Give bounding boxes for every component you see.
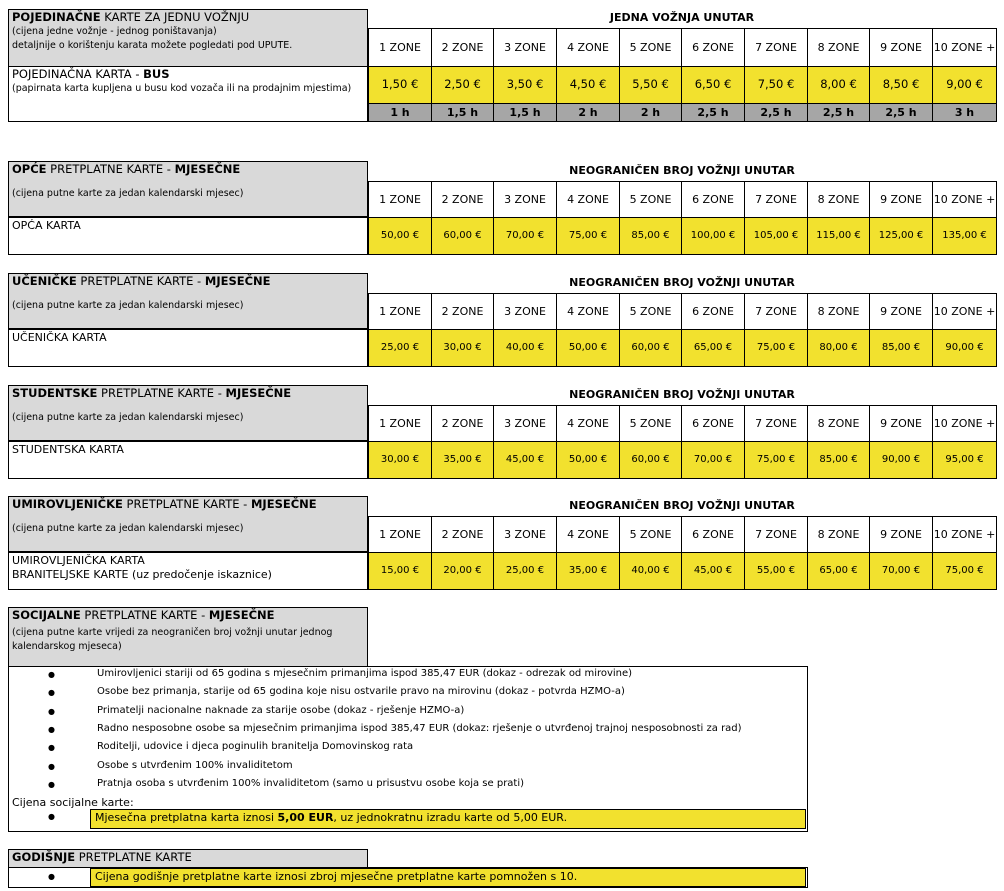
pupils-price-4: 50,00 €: [556, 329, 620, 367]
social-item: Pratnja osoba s utvrđenim 100% invaliditetom (samo u prisustvu osobe koja se prati): [97, 777, 525, 789]
pupils-zone-header-3: 3 ZONE: [493, 293, 557, 330]
pensioners-price-8: 65,00 €: [807, 552, 870, 590]
general-price-5: 85,00 €: [619, 217, 682, 255]
social-item-bullet: ●: [48, 724, 55, 734]
students-price-1: 30,00 €: [368, 441, 432, 479]
social-item-bullet: ●: [48, 779, 55, 789]
students-zone-header-6: 6 ZONE: [681, 405, 745, 442]
pupils-title: UČENIČKE PRETPLATNE KARTE - MJESEČNE: [12, 274, 271, 288]
pensioners-zone-header-8: 8 ZONE: [807, 516, 870, 553]
pupils-zone-header-5: 5 ZONE: [619, 293, 682, 330]
single-zone-header-5: 5 ZONE: [619, 28, 682, 67]
social-item: Umirovljenici stariji od 65 godina s mjesečnim primanjima ispod 385,47 EUR (dokaz - odrezak od mirovine): [97, 668, 633, 679]
students-price-10: 95,00 €: [932, 441, 997, 479]
pupils-row-label-cell: [8, 329, 368, 367]
students-price-4: 50,00 €: [556, 441, 620, 479]
pensioners-row-label-cell: [8, 552, 368, 590]
pupils-price-1: 25,00 €: [368, 329, 432, 367]
general-price-8: 115,00 €: [807, 217, 870, 255]
general-title-cell: [8, 161, 368, 217]
general-price-6: 100,00 €: [681, 217, 745, 255]
pupils-price-7: 75,00 €: [744, 329, 808, 367]
pensioners-price-1: 15,00 €: [368, 552, 432, 590]
yearly-title: GODIŠNJE PRETPLATNE KARTE: [12, 850, 192, 864]
general-zone-header-1: 1 ZONE: [368, 181, 432, 218]
single-duration-9: 2,5 h: [869, 103, 933, 122]
single-duration-8: 2,5 h: [807, 103, 870, 122]
pensioners-zone-header-4: 4 ZONE: [556, 516, 620, 553]
students-zone-header-1: 1 ZONE: [368, 405, 432, 442]
pupils-heading: NEOGRANIČEN BROJ VOŽNJI UNUTAR: [569, 276, 795, 289]
general-subtitle: (cijena putne karte za jedan kalendarski mjesec): [12, 187, 244, 199]
pensioners-price-2: 20,00 €: [431, 552, 494, 590]
pupils-price-3: 40,00 €: [493, 329, 557, 367]
students-price-2: 35,00 €: [431, 441, 494, 479]
social-item-bullet: ●: [48, 688, 55, 698]
pupils-price-2: 30,00 €: [431, 329, 494, 367]
social-subtitle: (cijena putne karte vrijedi za neograničen broj vožnji unutar jednog kalendarskog mjeseca): [12, 626, 333, 652]
general-price-10: 135,00 €: [932, 217, 997, 255]
single-row-label: POJEDINAČNA KARTA - BUS: [12, 67, 170, 81]
general-price-7: 105,00 €: [744, 217, 808, 255]
pupils-zone-header-2: 2 ZONE: [431, 293, 494, 330]
pensioners-zone-header-7: 7 ZONE: [744, 516, 808, 553]
single-price-2: 2,50 €: [431, 66, 494, 104]
pensioners-price-3: 25,00 €: [493, 552, 557, 590]
general-zone-header-10: 10 ZONE +: [932, 181, 997, 218]
students-zone-header-5: 5 ZONE: [619, 405, 682, 442]
students-zone-header-9: 9 ZONE: [869, 405, 933, 442]
pupils-subtitle: (cijena putne karte za jedan kalendarski mjesec): [12, 299, 244, 311]
general-zone-header-3: 3 ZONE: [493, 181, 557, 218]
social-item-bullet: ●: [48, 743, 55, 753]
pupils-zone-header-1: 1 ZONE: [368, 293, 432, 330]
pupils-price-6: 65,00 €: [681, 329, 745, 367]
social-item-bullet: ●: [48, 670, 55, 679]
single-duration-2: 1,5 h: [431, 103, 494, 122]
social-item: Osobe s utvrđenim 100% invaliditetom: [97, 759, 293, 771]
single-price-4: 4,50 €: [556, 66, 620, 104]
pensioners-title: UMIROVLJENIČKE PRETPLATNE KARTE - MJESEČNE: [12, 497, 317, 511]
pupils-zone-header-10: 10 ZONE +: [932, 293, 997, 330]
pupils-price-5: 60,00 €: [619, 329, 682, 367]
single-price-5: 5,50 €: [619, 66, 682, 104]
single-price-6: 6,50 €: [681, 66, 745, 104]
students-zone-header-2: 2 ZONE: [431, 405, 494, 442]
general-row-label: OPĆA KARTA: [12, 219, 81, 232]
general-price-3: 70,00 €: [493, 217, 557, 255]
general-zone-header-9: 9 ZONE: [869, 181, 933, 218]
single-row-sub: (papirnata karta kupljena u busu kod vozača ili na prodajnim mjestima): [12, 82, 352, 94]
general-zone-header-4: 4 ZONE: [556, 181, 620, 218]
social-item: Radno nesposobne osobe sa mjesečnim primanjima ispod 385,47 EUR (dokaz: rješenje o utvrđenoj trajnoj nesposobnosti za rad): [97, 722, 742, 734]
single-zone-header-3: 3 ZONE: [493, 28, 557, 67]
single-duration-3: 1,5 h: [493, 103, 557, 122]
single-duration-4: 2 h: [556, 103, 620, 122]
yearly-title-cell: [8, 849, 368, 868]
single-zone-header-9: 9 ZONE: [869, 28, 933, 67]
single-title-cell: [8, 9, 368, 67]
single-zone-header-8: 8 ZONE: [807, 28, 870, 67]
students-zone-header-4: 4 ZONE: [556, 405, 620, 442]
pupils-zone-header-6: 6 ZONE: [681, 293, 745, 330]
single-duration-10: 3 h: [932, 103, 997, 122]
pupils-title-cell: [8, 273, 368, 329]
students-zone-header-3: 3 ZONE: [493, 405, 557, 442]
single-price-10: 9,00 €: [932, 66, 997, 104]
general-zone-header-6: 6 ZONE: [681, 181, 745, 218]
students-heading: NEOGRANIČEN BROJ VOŽNJI UNUTAR: [569, 388, 795, 401]
pensioners-zone-header-5: 5 ZONE: [619, 516, 682, 553]
pensioners-zone-header-6: 6 ZONE: [681, 516, 745, 553]
pensioners-zone-header-2: 2 ZONE: [431, 516, 494, 553]
social-price-highlight: Mjesečna pretplatna karta iznosi 5,00 EUR, uz jednokratnu izradu karte od 5,00 EUR.: [90, 809, 806, 829]
pupils-price-8: 80,00 €: [807, 329, 870, 367]
single-price-1: 1,50 €: [368, 66, 432, 104]
pensioners-price-7: 55,00 €: [744, 552, 808, 590]
general-price-9: 125,00 €: [869, 217, 933, 255]
pupils-zone-header-7: 7 ZONE: [744, 293, 808, 330]
single-heading: JEDNA VOŽNJA UNUTAR: [609, 11, 755, 24]
students-zone-header-8: 8 ZONE: [807, 405, 870, 442]
social-price-label: Cijena socijalne karte:: [12, 796, 134, 809]
single-title: POJEDINAČNE KARTE ZA JEDNU VOŽNJU: [12, 10, 250, 24]
pensioners-price-6: 45,00 €: [681, 552, 745, 590]
general-zone-header-7: 7 ZONE: [744, 181, 808, 218]
yearly-highlight: Cijena godišnje pretplatne karte iznosi zbroj mjesečne pretplatne karte pomnožen s 10.: [90, 868, 806, 887]
students-zone-header-10: 10 ZONE +: [932, 405, 997, 442]
general-price-1: 50,00 €: [368, 217, 432, 255]
students-price-5: 60,00 €: [619, 441, 682, 479]
single-subtitle-1: (cijena jedne vožnje - jednog poništavanja): [12, 25, 217, 37]
pensioners-zone-header-3: 3 ZONE: [493, 516, 557, 553]
pensioners-row-label-1: UMIROVLJENIČKA KARTA: [12, 554, 145, 567]
students-price-6: 70,00 €: [681, 441, 745, 479]
students-price-8: 85,00 €: [807, 441, 870, 479]
pensioners-subtitle: (cijena putne karte za jedan kalendarski mjesec): [12, 522, 244, 534]
pensioners-price-5: 40,00 €: [619, 552, 682, 590]
general-price-4: 75,00 €: [556, 217, 620, 255]
pensioners-zone-header-10: 10 ZONE +: [932, 516, 997, 553]
single-zone-header-4: 4 ZONE: [556, 28, 620, 67]
pupils-zone-header-4: 4 ZONE: [556, 293, 620, 330]
students-row-label-cell: [8, 441, 368, 479]
social-price-bullet: ●: [48, 812, 55, 821]
general-zone-header-2: 2 ZONE: [431, 181, 494, 218]
single-price-3: 3,50 €: [493, 66, 557, 104]
single-duration-5: 2 h: [619, 103, 682, 122]
single-price-7: 7,50 €: [744, 66, 808, 104]
single-zone-header-1: 1 ZONE: [368, 28, 432, 67]
single-subtitle-2: detaljnije o korištenju karata možete pogledati pod UPUTE.: [12, 39, 293, 51]
pupils-row-label: UČENIČKA KARTA: [12, 331, 107, 344]
single-price-8: 8,00 €: [807, 66, 870, 104]
yearly-bullet: ●: [48, 872, 55, 881]
single-duration-6: 2,5 h: [681, 103, 745, 122]
general-price-2: 60,00 €: [431, 217, 494, 255]
students-price-9: 90,00 €: [869, 441, 933, 479]
general-heading: NEOGRANIČEN BROJ VOŽNJI UNUTAR: [569, 164, 795, 177]
pensioners-heading: NEOGRANIČEN BROJ VOŽNJI UNUTAR: [569, 499, 795, 512]
pensioners-zone-header-1: 1 ZONE: [368, 516, 432, 553]
social-item: Osobe bez primanja, starije od 65 godina koje nisu ostvarile pravo na mirovinu (dokaz - potvrda HZMO-a): [97, 686, 625, 698]
pupils-price-9: 85,00 €: [869, 329, 933, 367]
single-row-label-cell: [8, 66, 368, 122]
general-title: OPĆE PRETPLATNE KARTE - MJESEČNE: [12, 162, 241, 176]
pupils-zone-header-9: 9 ZONE: [869, 293, 933, 330]
pensioners-price-4: 35,00 €: [556, 552, 620, 590]
single-price-9: 8,50 €: [869, 66, 933, 104]
students-price-3: 45,00 €: [493, 441, 557, 479]
general-row-label-cell: [8, 217, 368, 255]
single-duration-7: 2,5 h: [744, 103, 808, 122]
pensioners-price-10: 75,00 €: [932, 552, 997, 590]
social-item-bullet: ●: [48, 706, 55, 716]
single-zone-header-2: 2 ZONE: [431, 28, 494, 67]
social-item-bullet: ●: [48, 761, 55, 771]
pupils-price-10: 90,00 €: [932, 329, 997, 367]
students-price-7: 75,00 €: [744, 441, 808, 479]
social-title-cell: [8, 607, 368, 667]
social-item: Roditelji, udovice i djeca poginulih branitelja Domovinskog rata: [97, 741, 414, 753]
pensioners-title-cell: [8, 496, 368, 552]
single-zone-header-6: 6 ZONE: [681, 28, 745, 67]
pensioners-zone-header-9: 9 ZONE: [869, 516, 933, 553]
single-duration-1: 1 h: [368, 103, 432, 122]
students-subtitle: (cijena putne karte za jedan kalendarski mjesec): [12, 411, 244, 423]
pensioners-row-label-2: BRANITELJSKE KARTE (uz predočenje iskaznice): [12, 568, 272, 582]
general-zone-header-8: 8 ZONE: [807, 181, 870, 218]
students-row-label: STUDENTSKA KARTA: [12, 443, 124, 456]
students-zone-header-7: 7 ZONE: [744, 405, 808, 442]
general-zone-header-5: 5 ZONE: [619, 181, 682, 218]
pupils-zone-header-8: 8 ZONE: [807, 293, 870, 330]
pensioners-price-9: 70,00 €: [869, 552, 933, 590]
social-item: Primatelji nacionalne naknade za starije osobe (dokaz - rješenje HZMO-a): [97, 704, 465, 716]
single-zone-header-10: 10 ZONE +: [932, 28, 997, 67]
social-title: SOCIJALNE PRETPLATNE KARTE - MJESEČNE: [12, 608, 275, 622]
students-title: STUDENTSKE PRETPLATNE KARTE - MJESEČNE: [12, 386, 292, 400]
single-zone-header-7: 7 ZONE: [744, 28, 808, 67]
students-title-cell: [8, 385, 368, 441]
